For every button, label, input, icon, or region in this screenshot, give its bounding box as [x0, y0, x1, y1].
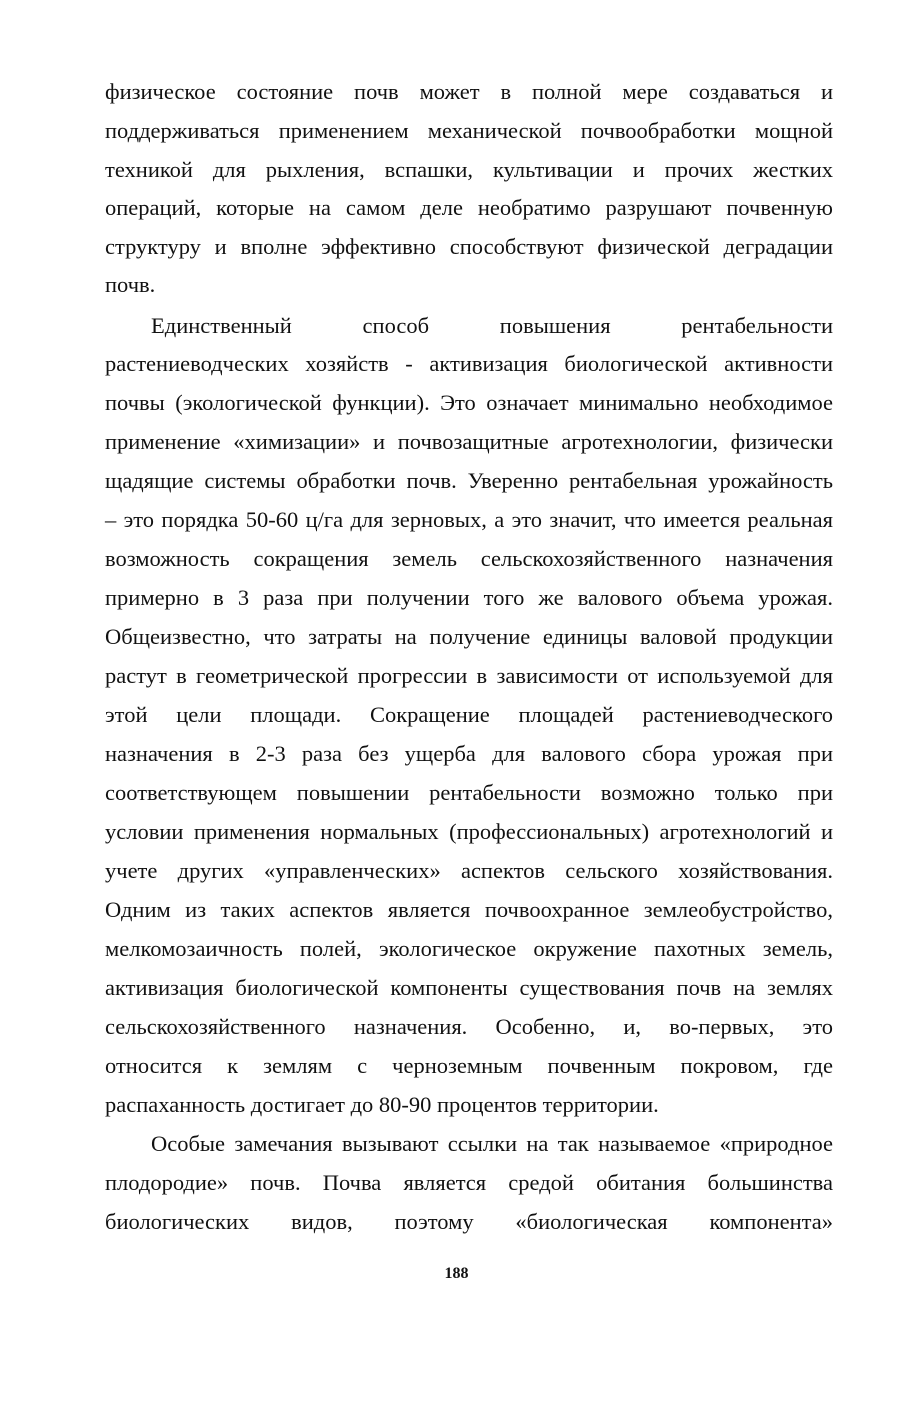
text-line: структуру и вполне эффективно способствуют физической деградации	[105, 234, 833, 259]
text-line: активизация биологической компоненты существования почв на землях	[105, 975, 833, 1000]
text-line: учете других «управленческих» аспектов сельского хозяйствования.	[105, 858, 833, 883]
text-line: применение «химизации» и почвозащитные агротехнологии, физически	[105, 429, 833, 454]
text-line: этой цели площади. Сокращение площадей растениеводческого	[105, 702, 833, 727]
text-line: условии применения нормальных (профессиональных) агротехнологий и	[105, 819, 833, 844]
text-line: мелкомозаичность полей, экологическое окружение пахотных земель,	[105, 936, 833, 961]
text-line: Общеизвестно, что затраты на получение единицы валовой продукции	[105, 624, 833, 649]
text-line: плодородие» почв. Почва является средой обитания большинства	[105, 1170, 833, 1195]
text-line: Единственный способ повышения рентабельности	[151, 313, 833, 338]
text-line: возможность сокращения земель сельскохозяйственного назначения	[105, 546, 833, 571]
text-line: биологических видов, поэтому «биологическая компонента»	[105, 1209, 833, 1234]
text-line: щадящие системы обработки почв. Уверенно рентабельная урожайность	[105, 468, 833, 493]
text-line: соответствующем повышении рентабельности возможно только при	[105, 780, 833, 805]
text-line: растут в геометрической прогрессии в зависимости от используемой для	[105, 663, 833, 688]
text-line: Особые замечания вызывают ссылки на так называемое «природное	[151, 1131, 833, 1156]
page-number: 188	[444, 1265, 469, 1282]
text-line: операций, которые на самом деле необратимо разрушают почвенную	[105, 195, 833, 220]
text-line: сельскохозяйственного назначения. Особенно, и, во-первых, это	[105, 1014, 833, 1039]
text-line: относится к землям с черноземным почвенным покровом, где	[105, 1053, 833, 1078]
text-line: распаханность достигает до 80-90 процентов территории.	[105, 1092, 659, 1117]
text-line: почвы (экологической функции). Это означает минимально необходимое	[105, 390, 833, 415]
text-line: поддерживаться применением механической почвообработки мощной	[105, 118, 833, 143]
text-line: примерно в 3 раза при получении того же валового объема урожая.	[105, 585, 833, 610]
text-line: растениеводческих хозяйств - активизация биологической активности	[105, 351, 833, 376]
text-line: назначения в 2-3 раза без ущерба для валового сбора урожая при	[105, 741, 833, 766]
text-line: Одним из таких аспектов является почвоохранное землеобустройство,	[105, 897, 833, 922]
text-line: техникой для рыхления, вспашки, культивации и прочих жестких	[105, 157, 833, 182]
text-line: почв.	[105, 272, 156, 297]
text-line: – это порядка 50-60 ц/га для зерновых, а это значит, что имеется реальная	[105, 507, 833, 532]
text-line: физическое состояние почв может в полной мере создаваться и	[105, 79, 833, 104]
